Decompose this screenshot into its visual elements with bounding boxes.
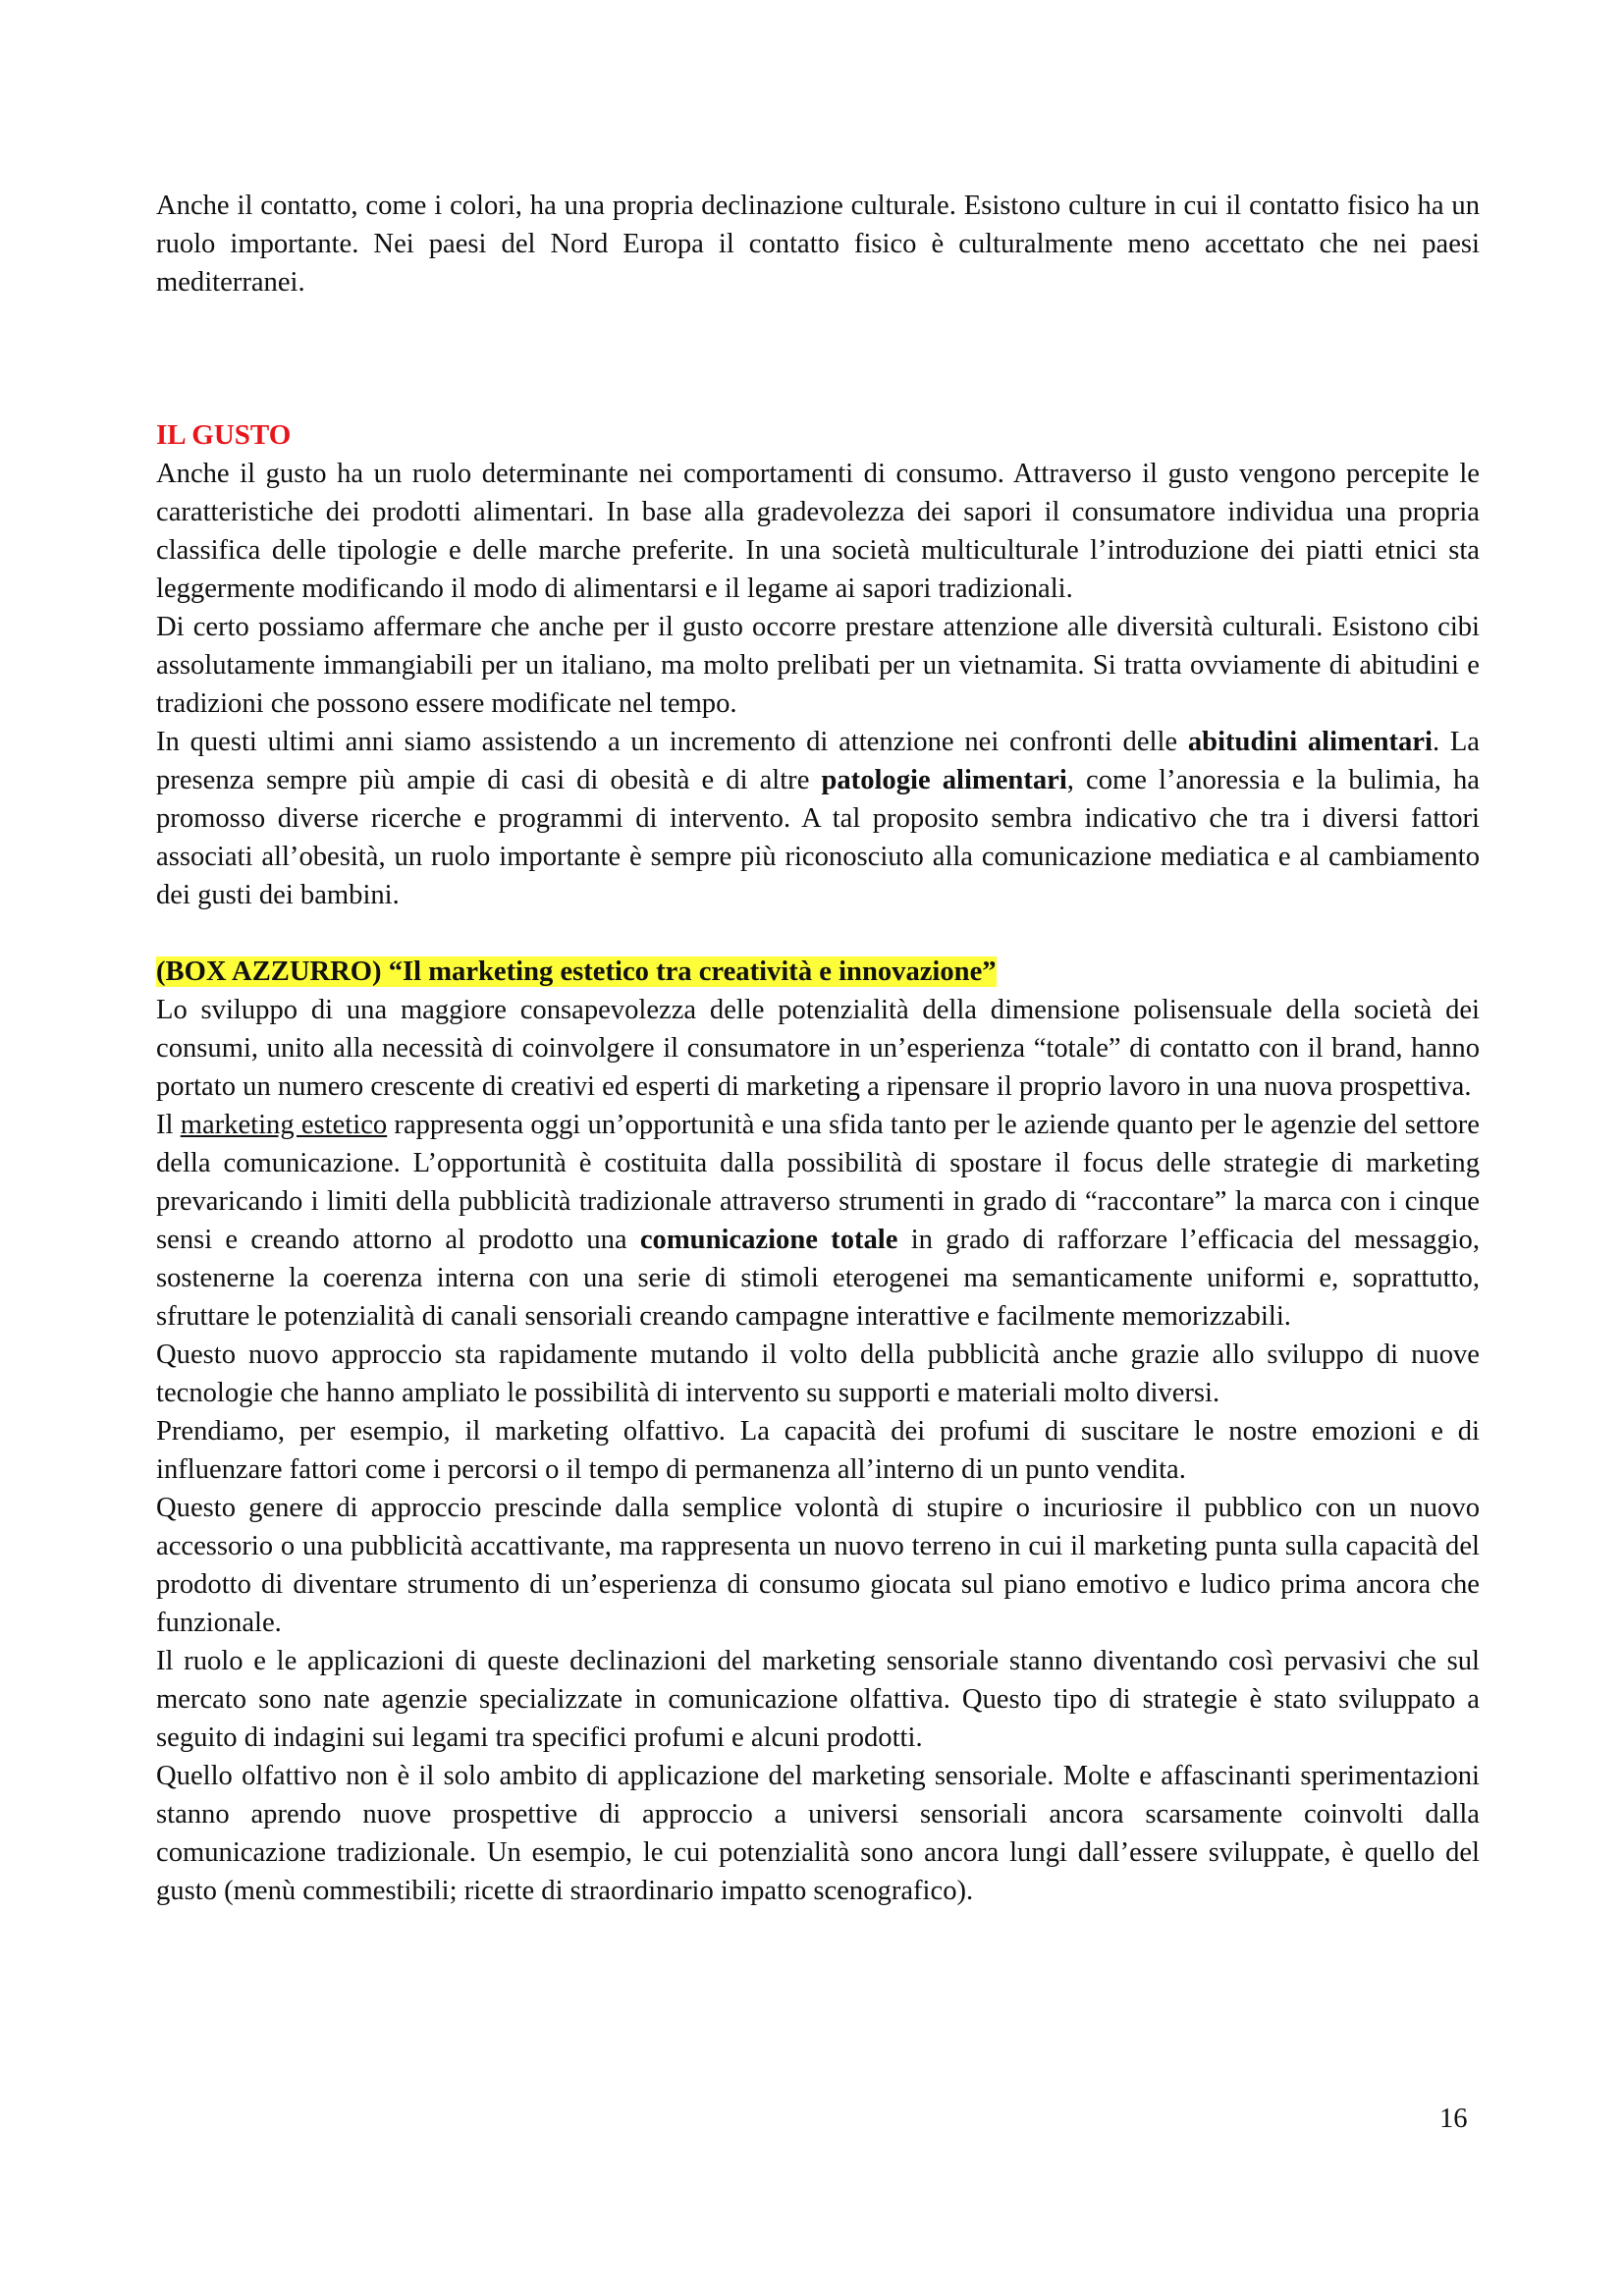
gusto-paragraph-1: Anche il gusto ha un ruolo determinante nei comportamenti di consumo. Attraverso il gusto vengono percepite le caratteristiche dei prodotti alimentari. In base alla gradevolezza dei sapori il consumatore individua una propria classifica delle tipologie e delle marche preferite. In una società multiculturale l’introduzione dei piatti etnici sta leggermente modificando il modo di alimentarsi e il legame ai sapori tradizionali. — [156, 459, 1480, 604]
box-p2-text-c: in grado di rafforzare l’efficacia del messaggio, sostenerne la coerenza interna con una serie di stimoli eterogenei ma semanticamente uniformi e, soprattutto, sfruttare le potenzialità di canali sensoriali creando campagne interattive e facilmente memorizzabili. — [156, 1225, 1481, 1332]
box-paragraph-6: Il ruolo e le applicazioni di queste declinazioni del marketing sensoriale stanno diventando così pervasivi che sul mercato sono nate agenzie specializzate in comunicazione olfattiva. Questo tipo di strategie è stato sviluppato a seguito di indagini sui legami tra specifici profumi e alcuni prodotti. — [156, 1646, 1480, 1753]
box-paragraph-3: Questo nuovo approccio sta rapidamente mutando il volto della pubblicità anche grazie allo sviluppo di nuove tecnologie che hanno ampliato le possibilità di intervento su supporti e materiali molto diversi. — [156, 1339, 1480, 1408]
gusto-p3-text-d: , come l’anoressia e la bulimia, ha promosso diverse ricerche e programmi di intervento. A tal proposito sembra indicativo che tra i diversi fattori associati all’obesità, un ruolo importante è sempre più riconosciuto alla comunicazione mediatica e al cambiamento dei gusti dei bambini. — [156, 765, 1480, 910]
box-title-highlight: (BOX AZZURRO) “Il marketing estetico tra creatività e innovazione” — [156, 957, 997, 987]
box-paragraph-4: Prendiamo, per esempio, il marketing olfattivo. La capacità dei profumi di suscitare le nostre emozioni e di influenzare fattori come i percorsi o il tempo di permanenza all’interno di un punto vendita. — [156, 1416, 1480, 1485]
intro-paragraph: Anche il contatto, come i colori, ha una propria declinazione culturale. Esistono culture in cui il contatto fisico ha un ruolo importante. Nei paesi del Nord Europa il contatto fisico è culturalmente meno accettato che nei paesi mediterranei. — [156, 191, 1480, 298]
gusto-paragraph-2: Di certo possiamo affermare che anche per il gusto occorre prestare attenzione alle diversità culturali. Esistono cibi assolutamente immangiabili per un italiano, ma molto prelibati per un vietnamita. Si tratta ovviamente di abitudini e tradizioni che possono essere modificate nel tempo. — [156, 612, 1480, 719]
document-body — [156, 187, 1480, 1910]
box-paragraph-5: Questo genere di approccio prescinde dalla semplice volontà di stupire o incuriosire il pubblico con un nuovo accessorio o una pubblicità accattivante, ma rappresenta un nuovo terreno in cui il marketing punta sulla capacità del prodotto di diventare strumento di un’esperienza di consumo giocata sul piano emotivo e ludico prima ancora che funzionale. — [156, 1493, 1480, 1638]
gusto-p3-text-c: . La presenza sempre più ampie di casi di obesità e di altre — [156, 727, 1480, 795]
box-paragraph-2 — [156, 1106, 1480, 1336]
box-p2-text-a: Il — [156, 1110, 181, 1140]
bold-abitudini-alimentari: abitudini alimentari — [1187, 727, 1433, 757]
box-p2-text-b: rappresenta oggi un’opportunità e una sfida tanto per le aziende quanto per le agenzie del settore della comunicazione. L’opportunità è costituita dalla possibilità di spostare il focus delle strategie di marketing prevaricando i limiti della pubblicità tradizionale attraverso strumenti in grado di “raccontare” la marca con i cinque sensi e creando attorno al prodotto una — [156, 1110, 1480, 1255]
bold-comunicazione-totale: comunicazione totale — [639, 1225, 898, 1255]
gusto-paragraph-3 — [156, 723, 1480, 914]
underlined-marketing-estetico: marketing estetico — [180, 1110, 388, 1140]
page-number: 16 — [1439, 2104, 1468, 2134]
box-paragraph-1: Lo sviluppo di una maggiore consapevolezza delle potenzialità della dimensione polisensuale della società dei consumi, unito alla necessità di coinvolgere il consumatore in un’esperienza “totale” di contatto con il brand, hanno portato un numero crescente di creativi ed esperti di marketing a ripensare il proprio lavoro in una nuova prospettiva. — [156, 995, 1480, 1102]
box-paragraph-7: Quello olfattivo non è il solo ambito di applicazione del marketing sensoriale. Molte e affascinanti sperimentazioni stanno aprendo nuove prospettive di approccio a universi sensoriali ancora scarsamente coinvolti dalla comunicazione tradizionale. Un esempio, le cui potenzialità sono ancora lungi dall’essere sviluppate, è quello del gusto (menù commestibili; ricette di straordinario impatto scenografico). — [156, 1761, 1480, 1906]
bold-patologie-alimentari: patologie alimentari — [821, 765, 1067, 795]
section-heading-gusto: IL GUSTO — [156, 419, 292, 451]
gusto-p3-text-a: In questi ultimi anni siamo assistendo a un incremento di attenzione nei confronti delle — [156, 727, 1188, 757]
box-title — [156, 953, 1480, 991]
